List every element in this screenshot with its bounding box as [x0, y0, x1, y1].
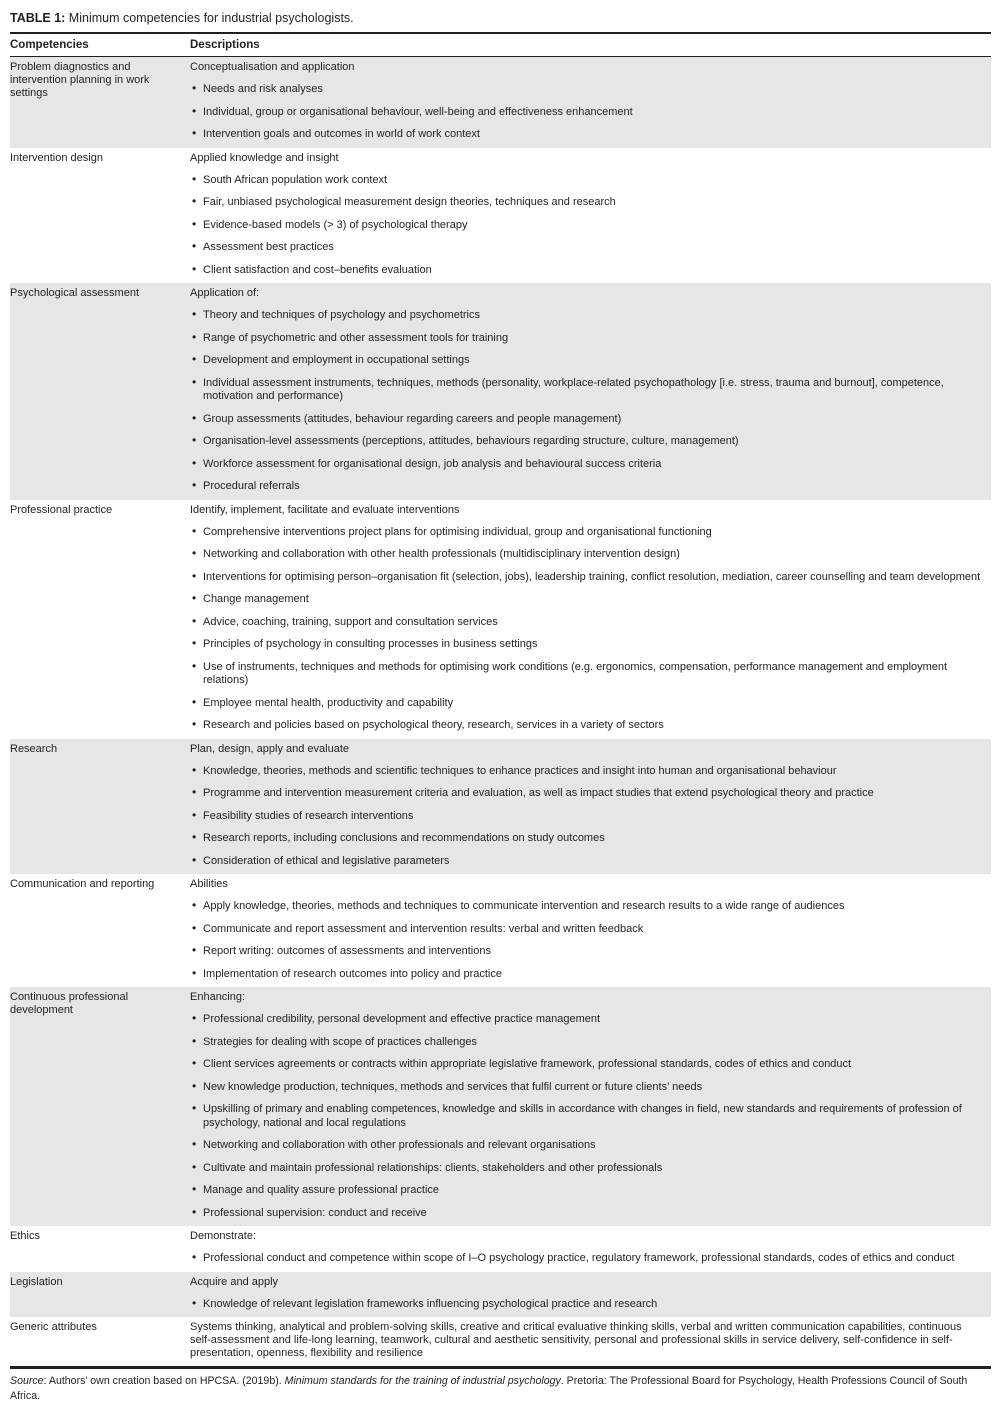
bullet-item: • Manage and quality assure professional practice [190, 1184, 985, 1198]
bullet-item: • Development and employment in occupational settings [190, 354, 985, 368]
bullet-item: • Individual, group or organisational behaviour, well-being and effectiveness enhancement [190, 106, 985, 120]
bullet-item: • Organisation-level assessments (perceptions, attitudes, behaviours regarding structure, culture, management) [190, 435, 985, 449]
bullet-list [190, 1013, 985, 1220]
bullet-item: • Client satisfaction and cost–benefits evaluation [190, 264, 985, 278]
bullet-item: • Change management [190, 593, 985, 607]
source-text: : Authors’ own creation based on HPCSA. (2019b). [43, 1375, 285, 1387]
header-competencies: Competencies [10, 39, 89, 51]
bullet-list [190, 765, 985, 869]
description-cell [190, 1276, 991, 1312]
bullet-list [190, 174, 985, 278]
description-intro: Applied knowledge and insight [190, 151, 339, 164]
table-row [10, 1226, 991, 1272]
bullet-item: • New knowledge production, techniques, methods and services that fulfil current or future clients’ needs [190, 1081, 985, 1095]
description-cell [190, 1230, 991, 1266]
description-cell [190, 743, 991, 869]
bullet-item: • Procedural referrals [190, 480, 985, 494]
description-intro: Acquire and apply [190, 1275, 279, 1288]
bullet-item: • Comprehensive interventions project plans for optimising individual, group and organisational functioning [190, 526, 985, 540]
bullet-item: • Advice, coaching, training, support and consultation services [190, 616, 985, 630]
bullet-item: • Group assessments (attitudes, behaviour regarding careers and people management) [190, 413, 985, 427]
table-title-text: Minimum competencies for industrial psychologists. [65, 11, 354, 25]
description-cell [190, 61, 991, 142]
table-row [10, 987, 991, 1226]
table-header-row [10, 32, 991, 57]
competency-cell: Generic attributes [10, 1321, 97, 1333]
header-descriptions: Descriptions [190, 39, 260, 51]
description-intro: Systems thinking, analytical and problem-solving skills, creative and critical evaluative thinking skills, verbal and written communication capabilities, continuous self-assessment and life-long learning, teamwork, cultural and aesthetic sensitivity, personal and professional skills in service delivery, self-confidence in self-presentation, openness, flexibility and resilience [190, 1321, 962, 1359]
source-cited-title: Minimum standards for the training of industrial psychology [284, 1375, 561, 1387]
bullet-item: • Individual assessment instruments, techniques, methods (personality, workplace-related psychopathology [i.e. stress, trauma and burnout], competence, motivation and performance) [190, 377, 985, 404]
source-label: Source [10, 1375, 44, 1387]
description-cell [190, 878, 991, 981]
competency-cell: Research [10, 742, 58, 755]
bullet-item: • Professional credibility, personal development and effective practice management [190, 1013, 985, 1027]
bullet-item: • Apply knowledge, theories, methods and techniques to communicate intervention and research results to a wide range of audiences [190, 900, 985, 914]
description-intro: Abilities [190, 878, 228, 890]
description-cell [190, 991, 991, 1220]
description-cell [190, 152, 991, 278]
description-cell [190, 287, 991, 494]
bullet-item: • Research reports, including conclusions and recommendations on study outcomes [190, 832, 985, 846]
competency-cell: Professional practice [10, 503, 113, 516]
bullet-item: • Programme and intervention measurement criteria and evaluation, as well as impact studies that extend psychological theory and practice [190, 787, 985, 801]
competency-table [10, 32, 991, 1369]
competency-cell: Legislation [10, 1275, 63, 1288]
table-row [10, 739, 991, 875]
competency-cell: Ethics [10, 1230, 40, 1242]
description-intro: Identify, implement, facilitate and evaluate interventions [190, 503, 460, 516]
table-row [10, 1272, 991, 1318]
bullet-item: • Communicate and report assessment and intervention results: verbal and written feedback [190, 923, 985, 937]
bullet-item: • Consideration of ethical and legislative parameters [190, 855, 985, 869]
bullet-item: • Upskilling of primary and enabling competences, knowledge and skills in accordance with changes in field, new standards and requirements of profession of psychology, national and local regulations [190, 1103, 985, 1130]
bullet-list [190, 1298, 985, 1312]
competency-cell: Psychological assessment [10, 287, 140, 299]
bullet-item: • Professional supervision: conduct and receive [190, 1207, 985, 1221]
bullet-item: • Research and policies based on psychological theory, research, services in a variety of sectors [190, 719, 985, 733]
description-intro: Conceptualisation and application [190, 61, 355, 73]
bullet-item: • Networking and collaboration with other health professionals (multidisciplinary intervention design) [190, 548, 985, 562]
bullet-item: • Range of psychometric and other assessment tools for training [190, 332, 985, 346]
bullet-item: • Knowledge, theories, methods and scientific techniques to enhance practices and insight into human and organisational behaviour [190, 765, 985, 779]
competency-cell: Problem diagnostics and intervention planning in work settings [10, 61, 150, 99]
table-title [10, 8, 991, 32]
source-note [10, 1369, 991, 1404]
competency-cell: Continuous professional development [10, 991, 129, 1016]
bullet-item: • Report writing: outcomes of assessments and interventions [190, 945, 985, 959]
table-body [10, 57, 991, 1369]
bullet-item: • Strategies for dealing with scope of practices challenges [190, 1036, 985, 1050]
bullet-list [190, 309, 985, 494]
source-tail: . Pretoria: The Professional Board for Psychology, Health Professions Council of South Africa. [10, 1375, 968, 1402]
description-cell [190, 504, 991, 733]
description-intro: Enhancing: [190, 991, 246, 1003]
bullet-item: • Needs and risk analyses [190, 83, 985, 97]
table-row [10, 1317, 991, 1366]
bullet-item: • Assessment best practices [190, 241, 985, 255]
bullet-item: • Employee mental health, productivity and capability [190, 697, 985, 711]
bullet-item: • Use of instruments, techniques and methods for optimising work conditions (e.g. ergonomics, compensation, performance management and employment relations) [190, 661, 985, 688]
competency-cell: Communication and reporting [10, 878, 155, 890]
table-row [10, 148, 991, 284]
bullet-item: • Intervention goals and outcomes in world of work context [190, 128, 985, 142]
table-row [10, 57, 991, 148]
description-intro: Application of: [190, 287, 260, 299]
bullet-item: • Cultivate and maintain professional relationships: clients, stakeholders and other professionals [190, 1162, 985, 1176]
table-row [10, 500, 991, 739]
description-cell [190, 1321, 991, 1360]
bullet-item: • Theory and techniques of psychology and psychometrics [190, 309, 985, 323]
bullet-item: • Client services agreements or contracts within appropriate legislative framework, professional standards, codes of ethics and conduct [190, 1058, 985, 1072]
bullet-item: • Workforce assessment for organisational design, job analysis and behavioural success criteria [190, 458, 985, 472]
description-intro: Plan, design, apply and evaluate [190, 742, 350, 755]
description-intro: Demonstrate: [190, 1230, 257, 1242]
bullet-item: • Fair, unbiased psychological measurement design theories, techniques and research [190, 196, 985, 210]
bullet-list [190, 1252, 985, 1266]
bullet-item: • Principles of psychology in consulting processes in business settings [190, 638, 985, 652]
table-row [10, 874, 991, 987]
bullet-item: • Interventions for optimising person–organisation fit (selection, jobs), leadership training, conflict resolution, mediation, career counselling and team development [190, 571, 985, 585]
bullet-item: • Implementation of research outcomes into policy and practice [190, 968, 985, 982]
bullet-item: • Networking and collaboration with other professionals and relevant organisations [190, 1139, 985, 1153]
table-number-label: TABLE 1: [10, 11, 66, 25]
bullet-item: • South African population work context [190, 174, 985, 188]
bullet-item: • Knowledge of relevant legislation frameworks influencing psychological practice and research [190, 1298, 985, 1312]
bullet-list [190, 900, 985, 981]
bullet-item: • Evidence-based models (> 3) of psychological therapy [190, 219, 985, 233]
competency-cell: Intervention design [10, 151, 103, 164]
bullet-item: • Professional conduct and competence within scope of I–O psychology practice, regulatory framework, professional standards, codes of ethics and conduct [190, 1252, 985, 1266]
bullet-item: • Feasibility studies of research interventions [190, 810, 985, 824]
bullet-list [190, 526, 985, 733]
table-row [10, 283, 991, 500]
bullet-list [190, 83, 985, 142]
